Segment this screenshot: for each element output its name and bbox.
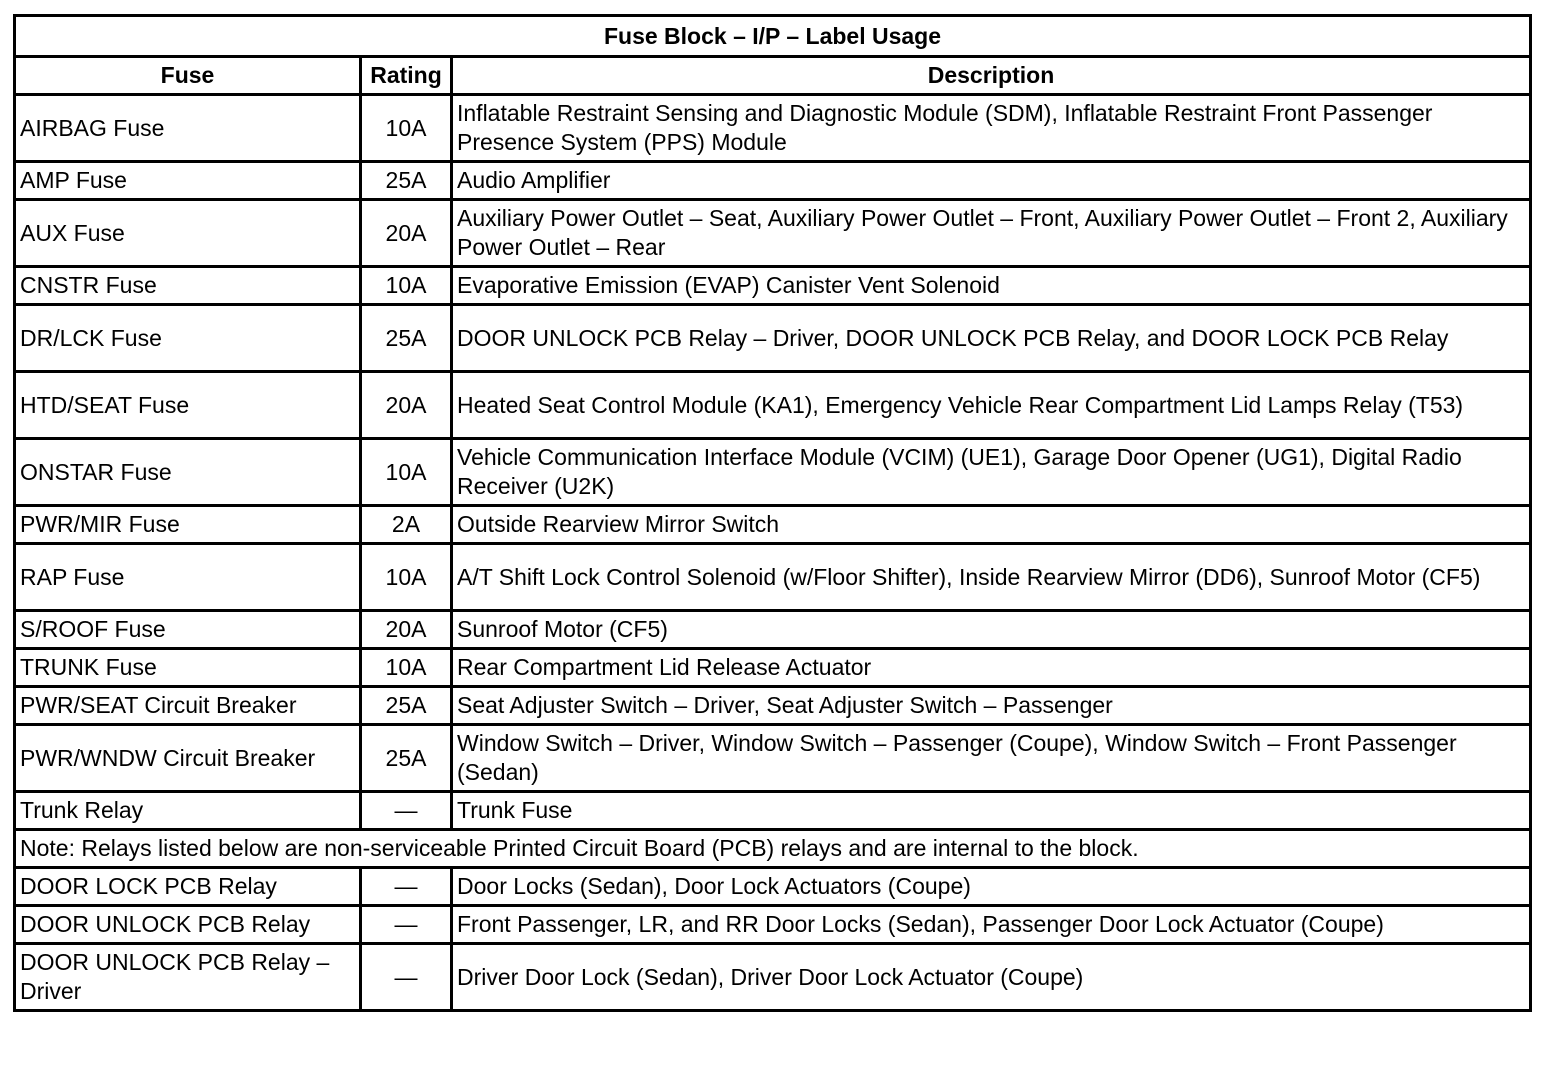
fuse-cell: RAP Fuse bbox=[15, 544, 361, 611]
table-row bbox=[15, 305, 1531, 372]
fuse-cell: Trunk Relay bbox=[15, 792, 361, 830]
header-fuse: Fuse bbox=[15, 57, 361, 95]
rating-cell: — bbox=[361, 906, 452, 944]
description-cell: Seat Adjuster Switch – Driver, Seat Adjuster Switch – Passenger bbox=[452, 687, 1531, 725]
rating-cell: 20A bbox=[361, 611, 452, 649]
fuse-cell: PWR/SEAT Circuit Breaker bbox=[15, 687, 361, 725]
rating-cell: — bbox=[361, 868, 452, 906]
description-cell: DOOR UNLOCK PCB Relay – Driver, DOOR UNLOCK PCB Relay, and DOOR LOCK PCB Relay bbox=[452, 305, 1531, 372]
rating-cell: 25A bbox=[361, 162, 452, 200]
fuse-cell: DOOR LOCK PCB Relay bbox=[15, 868, 361, 906]
table-row bbox=[15, 439, 1531, 506]
table-row bbox=[15, 611, 1531, 649]
table-row bbox=[15, 95, 1531, 162]
relay-note: Note: Relays listed below are non-serviceable Printed Circuit Board (PCB) relays and are internal to the block. bbox=[15, 830, 1531, 868]
table-row bbox=[15, 372, 1531, 439]
fuse-cell: AUX Fuse bbox=[15, 200, 361, 267]
fuse-cell: S/ROOF Fuse bbox=[15, 611, 361, 649]
rating-cell: 10A bbox=[361, 649, 452, 687]
description-cell: Front Passenger, LR, and RR Door Locks (Sedan), Passenger Door Lock Actuator (Coupe) bbox=[452, 906, 1531, 944]
fuse-cell: PWR/MIR Fuse bbox=[15, 506, 361, 544]
description-cell: Sunroof Motor (CF5) bbox=[452, 611, 1531, 649]
rating-cell: 10A bbox=[361, 267, 452, 305]
header-description: Description bbox=[452, 57, 1531, 95]
fuse-cell: CNSTR Fuse bbox=[15, 267, 361, 305]
description-cell: Window Switch – Driver, Window Switch – Passenger (Coupe), Window Switch – Front Passenger (Sedan) bbox=[452, 725, 1531, 792]
table-row bbox=[15, 544, 1531, 611]
description-cell: Trunk Fuse bbox=[452, 792, 1531, 830]
fuse-cell: DOOR UNLOCK PCB Relay bbox=[15, 906, 361, 944]
description-cell: Audio Amplifier bbox=[452, 162, 1531, 200]
fuse-cell: HTD/SEAT Fuse bbox=[15, 372, 361, 439]
fuse-cell: PWR/WNDW Circuit Breaker bbox=[15, 725, 361, 792]
header-rating: Rating bbox=[361, 57, 452, 95]
table-row bbox=[15, 944, 1531, 1011]
description-cell: Driver Door Lock (Sedan), Driver Door Lock Actuator (Coupe) bbox=[452, 944, 1531, 1011]
description-cell: Vehicle Communication Interface Module (VCIM) (UE1), Garage Door Opener (UG1), Digital Radio Receiver (U2K) bbox=[452, 439, 1531, 506]
table-row bbox=[15, 792, 1531, 830]
rating-cell: 20A bbox=[361, 200, 452, 267]
table-row bbox=[15, 267, 1531, 305]
rating-cell: 2A bbox=[361, 506, 452, 544]
description-cell: Outside Rearview Mirror Switch bbox=[452, 506, 1531, 544]
rating-cell: — bbox=[361, 792, 452, 830]
header-row bbox=[15, 57, 1531, 95]
table-row bbox=[15, 725, 1531, 792]
table-row bbox=[15, 162, 1531, 200]
rating-cell: 10A bbox=[361, 439, 452, 506]
rating-cell: — bbox=[361, 944, 452, 1011]
fuse-cell: AMP Fuse bbox=[15, 162, 361, 200]
table-title: Fuse Block – I/P – Label Usage bbox=[15, 16, 1531, 57]
fuse-cell: DOOR UNLOCK PCB Relay – Driver bbox=[15, 944, 361, 1011]
note-row bbox=[15, 830, 1531, 868]
table-row bbox=[15, 906, 1531, 944]
table-row bbox=[15, 868, 1531, 906]
fuse-block-table bbox=[13, 14, 1532, 1012]
fuse-cell: DR/LCK Fuse bbox=[15, 305, 361, 372]
title-row bbox=[15, 16, 1531, 57]
table-row bbox=[15, 200, 1531, 267]
description-cell: Door Locks (Sedan), Door Lock Actuators (Coupe) bbox=[452, 868, 1531, 906]
fuse-cell: ONSTAR Fuse bbox=[15, 439, 361, 506]
rating-cell: 25A bbox=[361, 305, 452, 372]
rating-cell: 10A bbox=[361, 95, 452, 162]
table-row bbox=[15, 506, 1531, 544]
description-cell: Inflatable Restraint Sensing and Diagnostic Module (SDM), Inflatable Restraint Front Passenger Presence System (PPS) Module bbox=[452, 95, 1531, 162]
description-cell: A/T Shift Lock Control Solenoid (w/Floor Shifter), Inside Rearview Mirror (DD6), Sunroof Motor (CF5) bbox=[452, 544, 1531, 611]
rating-cell: 25A bbox=[361, 687, 452, 725]
table-row bbox=[15, 687, 1531, 725]
rating-cell: 10A bbox=[361, 544, 452, 611]
rating-cell: 20A bbox=[361, 372, 452, 439]
fuse-cell: AIRBAG Fuse bbox=[15, 95, 361, 162]
description-cell: Heated Seat Control Module (KA1), Emergency Vehicle Rear Compartment Lid Lamps Relay (T53) bbox=[452, 372, 1531, 439]
description-cell: Evaporative Emission (EVAP) Canister Vent Solenoid bbox=[452, 267, 1531, 305]
fuse-cell: TRUNK Fuse bbox=[15, 649, 361, 687]
rating-cell: 25A bbox=[361, 725, 452, 792]
table-row bbox=[15, 649, 1531, 687]
description-cell: Auxiliary Power Outlet – Seat, Auxiliary Power Outlet – Front, Auxiliary Power Outlet – Front 2, Auxiliary Power Outlet – Rear bbox=[452, 200, 1531, 267]
description-cell: Rear Compartment Lid Release Actuator bbox=[452, 649, 1531, 687]
